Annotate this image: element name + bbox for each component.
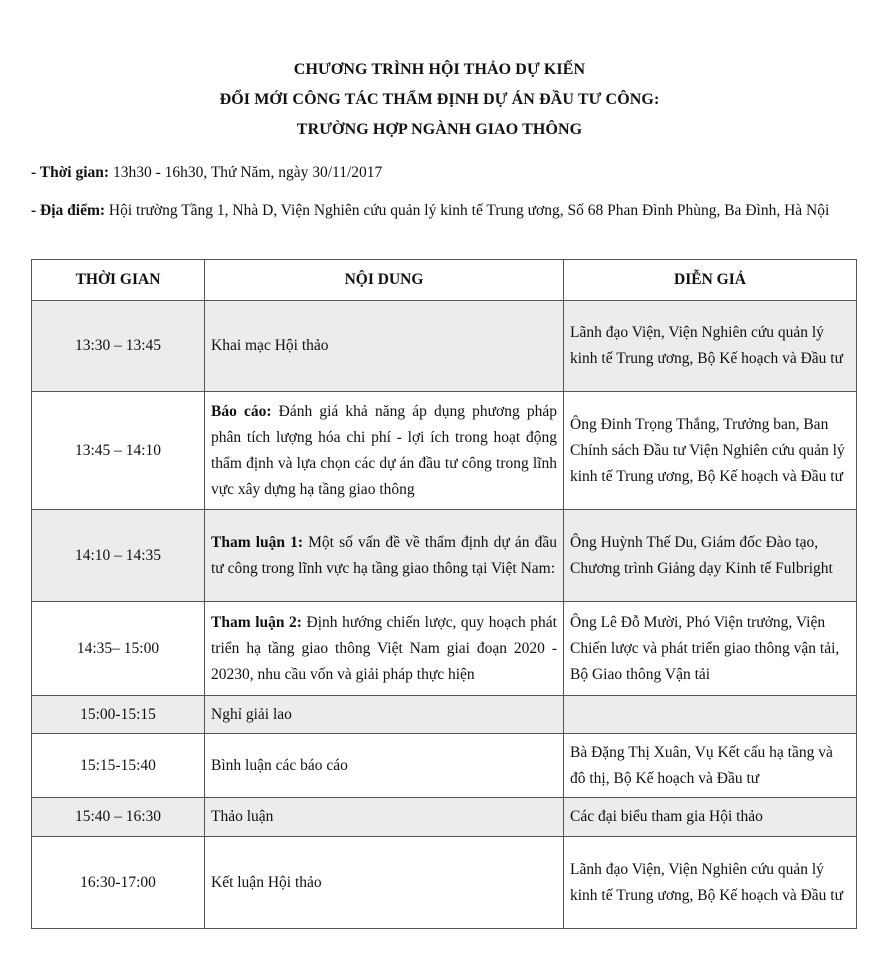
row-content-text: Đánh giá khả năng áp dụng phương pháp phân tích lượng hóa chi phí - lợi ích trong hoạt động thẩm định và lựa chọn các dự án đầu tư công trong lĩnh vực xây dựng hạ tầng giao thông (211, 402, 557, 498)
row-content (205, 798, 564, 837)
row-content-label: Báo cáo: (211, 402, 272, 420)
row-time: 15:40 – 16:30 (32, 798, 205, 837)
row-speaker: Bà Đặng Thị Xuân, Vụ Kết cấu hạ tầng và đô thị, Bộ Kế hoạch và Đầu tư (564, 734, 857, 798)
row-speaker: Ông Đinh Trọng Thắng, Trưởng ban, Ban Chính sách Đầu tư Viện Nghiên cứu quản lý kinh tế Trung ương, Bộ Kế hoạch và Đầu tư (564, 392, 857, 510)
row-content (205, 510, 564, 602)
row-content (205, 837, 564, 929)
table-row (32, 602, 857, 696)
table-row (32, 392, 857, 510)
info-time (31, 160, 861, 186)
time-value: 13h30 - 16h30, Thứ Năm, ngày 30/11/2017 (109, 164, 383, 181)
row-time: 13:45 – 14:10 (32, 392, 205, 510)
row-content-label: Tham luận 1: (211, 533, 304, 551)
table-row (32, 798, 857, 837)
title-line-3: TRƯỜNG HỢP NGÀNH GIAO THÔNG (296, 121, 583, 138)
row-content (205, 392, 564, 510)
agenda-table (31, 259, 857, 929)
header-time: THỜI GIAN (32, 260, 205, 301)
place-label: - Địa điểm: (31, 202, 106, 219)
row-speaker: Các đại biểu tham gia Hội thảo (564, 798, 857, 837)
row-content (205, 734, 564, 798)
row-time: 14:10 – 14:35 (32, 510, 205, 602)
row-time: 13:30 – 13:45 (32, 301, 205, 392)
row-content-text: Bình luận các báo cáo (211, 756, 348, 774)
row-content (205, 696, 564, 734)
table-header-row (32, 260, 857, 301)
place-value: Hội trường Tầng 1, Nhà D, Viện Nghiên cứu quản lý kinh tế Trung ương, Số 68 Phan Đình Phùng, Ba Đình, Hà Nội (105, 202, 830, 219)
info-place (31, 198, 861, 224)
row-content-text: Kết luận Hội thảo (211, 873, 322, 891)
row-time: 15:00-15:15 (32, 696, 205, 734)
row-speaker: Ông Lê Đỗ Mười, Phó Viện trưởng, Viện Chiến lược và phát triển giao thông vận tải, Bộ Giao thông Vận tải (564, 602, 857, 696)
title-line-1: CHƯƠNG TRÌNH HỘI THẢO DỰ KIẾN (293, 61, 586, 78)
row-time: 14:35– 15:00 (32, 602, 205, 696)
header-speaker: DIỄN GIẢ (564, 260, 857, 301)
row-speaker (564, 696, 857, 734)
row-content-label: Tham luận 2: (211, 613, 302, 631)
row-speaker: Lãnh đạo Viện, Viện Nghiên cứu quản lý kinh tế Trung ương, Bộ Kế hoạch và Đầu tư (564, 837, 857, 929)
row-speaker: Ông Huỳnh Thế Du, Giám đốc Đào tạo, Chương trình Giảng dạy Kinh tế Fulbright (564, 510, 857, 602)
row-content-text: Định hướng chiến lược, quy hoạch phát triển hạ tầng giao thông Việt Nam giai đoạn 2020 - 20230, nhu cầu vốn và giải pháp thực hiện (211, 613, 557, 683)
title-line-2: ĐỔI MỚI CÔNG TÁC THẨM ĐỊNH DỰ ÁN ĐẦU TƯ CÔNG: (219, 91, 660, 108)
row-content (205, 602, 564, 696)
row-content-text: Một số vấn đề về thẩm định dự án đầu tư công trong lĩnh vực hạ tầng giao thông tại Việt Nam: (211, 533, 557, 577)
table-row (32, 837, 857, 929)
row-speaker: Lãnh đạo Viện, Viện Nghiên cứu quản lý kinh tế Trung ương, Bộ Kế hoạch và Đầu tư (564, 301, 857, 392)
row-time: 15:15-15:40 (32, 734, 205, 798)
document-title (0, 60, 879, 150)
row-content-text: Thảo luận (211, 808, 274, 825)
table-row (32, 696, 857, 734)
time-label: - Thời gian: (31, 164, 110, 181)
row-content-text: Khai mạc Hội thảo (211, 337, 329, 354)
table-row (32, 510, 857, 602)
row-content-text: Nghỉ giải lao (211, 705, 292, 723)
table-row (32, 734, 857, 798)
table-row (32, 301, 857, 392)
row-content (205, 301, 564, 392)
header-content: NỘI DUNG (205, 260, 564, 301)
row-time: 16:30-17:00 (32, 837, 205, 929)
